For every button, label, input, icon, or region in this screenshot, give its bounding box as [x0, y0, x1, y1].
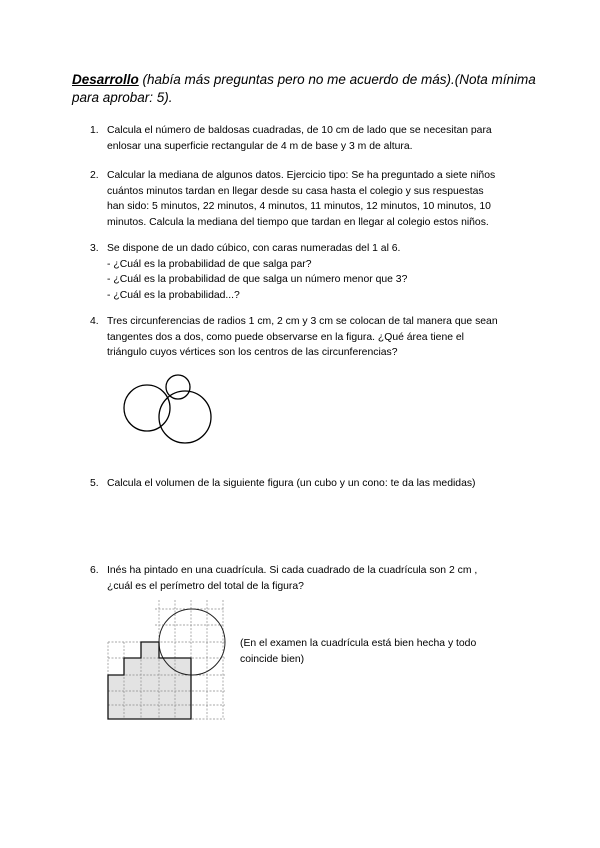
question-number: 5.: [90, 478, 99, 489]
question-text-line: minutos. Calcula la mediana del tiempo que tardan en llegar al colegio estos niños.: [107, 216, 489, 228]
question-6: [90, 563, 530, 594]
question-3: [90, 241, 530, 303]
question-number: 3.: [90, 243, 99, 254]
question-text-line: tangentes dos a dos, como puede observarse en la figura. ¿Qué área tiene el: [107, 331, 464, 343]
question-text-line: enlosar una superficie rectangular de 4 m de base y 3 m de altura.: [107, 140, 413, 152]
question-text-line: han sido: 5 minutos, 22 minutos, 4 minutos, 11 minutos, 12 minutos, 10 minutos, 10: [107, 201, 491, 212]
section-header: [72, 71, 542, 107]
question-text-line: - ¿Cuál es la probabilidad...?: [107, 289, 240, 301]
question-text-line: ¿cuál es el perímetro del total de la figura?: [107, 580, 304, 592]
question-text-line: Calcular la mediana de algunos datos. Ejercicio tipo: Se ha preguntado a siete niños: [107, 170, 496, 181]
shaded-region: [108, 642, 191, 719]
question-number: 6.: [90, 565, 99, 576]
section-subtitle: (había más preguntas pero no me acuerdo de más).(Nota mínima para aprobar: 5).: [72, 72, 536, 105]
question-text-line: triángulo cuyos vértices son los centros de las circunferencias?: [107, 347, 398, 358]
grid-figure: [105, 597, 235, 727]
circle-medium: [124, 385, 170, 431]
question-text-line: Tres circunferencias de radios 1 cm, 2 cm y 3 cm se colocan de tal manera que sean: [107, 316, 498, 327]
grid-note: (En el examen la cuadrícula está bien hecha y todo coincide bien): [240, 638, 477, 665]
question-4: [90, 314, 530, 361]
question-text-line: - ¿Cuál es la probabilidad de que salga un número menor que 3?: [107, 274, 408, 285]
question-text-line: Inés ha pintado en una cuadrícula. Si cada cuadrado de la cuadrícula son 2 cm ,: [107, 565, 478, 576]
circle-large: [159, 391, 211, 443]
question-text-line: Calcula el volumen de la siguiente figura (un cubo y un cono: te da las medidas): [107, 478, 476, 489]
question-1: [90, 123, 530, 154]
question-2: [90, 168, 530, 230]
question-text-line: cuántos minutos tardan en llegar desde su casa hasta el colegio y sus respuestas: [107, 185, 484, 197]
question-number: 2.: [90, 170, 99, 181]
question-number: 4.: [90, 316, 99, 327]
question-text-line: Se dispone de un dado cúbico, con caras numeradas del 1 al 6.: [107, 243, 401, 254]
tangent-circles-figure: [115, 370, 220, 450]
question-number: 1.: [90, 125, 99, 136]
question-5: [90, 476, 530, 492]
section-title: Desarrollo: [72, 72, 139, 87]
question-text-line: Calcula el número de baldosas cuadradas, de 10 cm de lado que se necesitan para: [107, 125, 492, 136]
question-text-line: - ¿Cuál es la probabilidad de que salga par?: [107, 258, 312, 270]
